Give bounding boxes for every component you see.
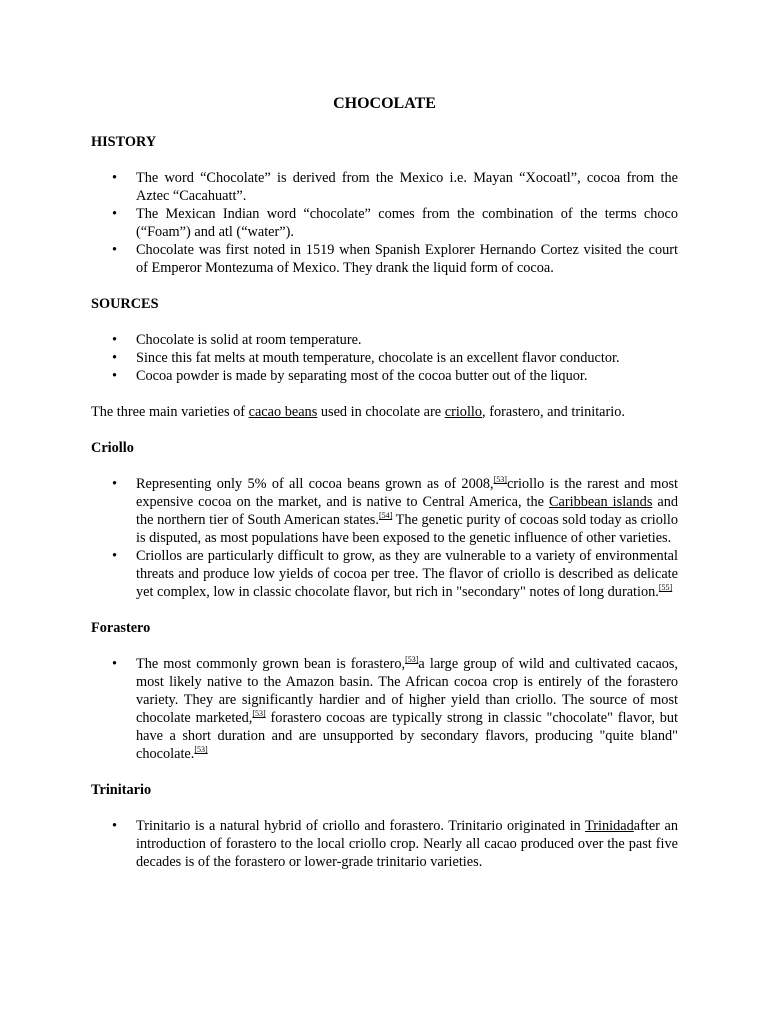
- caribbean-islands-link[interactable]: Caribbean islands: [548, 494, 653, 510]
- history-list: [91, 169, 678, 277]
- document-body: [91, 94, 678, 871]
- forastero-list: [91, 655, 678, 763]
- citation-link[interactable]: [53]: [405, 655, 419, 664]
- sources-list: [91, 331, 678, 385]
- page-title: CHOCOLATE: [333, 95, 436, 112]
- forastero-text: The most commonly grown bean is forastero,: [136, 656, 406, 672]
- list-item: • The Mexican Indian word “chocolate” comes from the combination of the terms choco (“Foam”) and atl (“water”).: [91, 205, 678, 241]
- trinitario-heading: Trinitario: [91, 782, 152, 798]
- cacao-beans-link[interactable]: cacao beans: [248, 404, 318, 420]
- trinitario-text: after an introduction of forastero to the local criollo crop. Nearly all cacao produced over the past five decades is of the forastero or lower-grade trinitario varieties.: [136, 818, 678, 870]
- criollo-text: Representing only 5% of all cocoa beans grown as of 2008,: [136, 476, 494, 492]
- list-item: [91, 817, 678, 871]
- criollo-text: and the northern tier of South American states.: [136, 494, 679, 528]
- varieties-paragraph: [91, 403, 678, 421]
- list-item: • Chocolate was first noted in 1519 when Spanish Explorer Hernando Cortez visited the court of Emperor Montezuma of Mexico. They drank the liquid form of cocoa.: [91, 241, 678, 277]
- criollo-text: The genetic purity of cocoas sold today as criollo is disputed, as most populations have been exposed to the genetic influence of other varieties.: [136, 512, 678, 546]
- criollo-link[interactable]: criollo: [444, 404, 483, 420]
- forastero-text: a large group of wild and cultivated cacaos, most likely native to the Amazon basin. The African cocoa crop is entirely of the forastero variety. They are significantly hardier and of higher yield than criollo. The source of most chocolate marketed,: [136, 656, 678, 726]
- criollo-text: Criollos are particularly difficult to grow, as they are vulnerable to a variety of environmental threats and produce low yields of cocoa per tree. The flavor of criollo is described as delicate yet complex, low in classic chocolate flavor, but rich in "secondary" notes of long duration.: [136, 548, 678, 600]
- criollo-text: criollo is the rarest and most expensive cocoa on the market, and is native to Central America, the: [136, 476, 678, 510]
- citation-link[interactable]: [53]: [252, 709, 266, 718]
- criollo-list: [91, 475, 678, 601]
- list-item: • Chocolate is solid at room temperature.: [91, 331, 678, 349]
- list-item: • Since this fat melts at mouth temperature, chocolate is an excellent flavor conductor.: [91, 349, 678, 367]
- list-item: [91, 475, 678, 547]
- sources-heading: SOURCES: [91, 296, 159, 312]
- list-item: [91, 655, 678, 763]
- list-item: • The word “Chocolate” is derived from the Mexico i.e. Mayan “Xocoatl”, cocoa from the Aztec “Cacahuatt”.: [91, 169, 678, 205]
- trinitario-list: [91, 817, 678, 871]
- varieties-text: used in chocolate are: [317, 404, 445, 420]
- history-heading: HISTORY: [91, 134, 157, 150]
- citation-link[interactable]: [53]: [194, 745, 208, 754]
- forastero-text: forastero cocoas are typically strong in classic "chocolate" flavor, but have a short duration and are unsupported by secondary flavors, producing "quite bland" chocolate.: [136, 710, 679, 762]
- citation-link[interactable]: [55]: [658, 583, 673, 592]
- varieties-text: The three main varieties of: [91, 404, 249, 420]
- trinidad-link[interactable]: Trinidad: [585, 818, 634, 834]
- forastero-heading: Forastero: [91, 620, 151, 636]
- list-item: • Cocoa powder is made by separating most of the cocoa butter out of the liquor.: [91, 367, 678, 385]
- citation-link[interactable]: [53]: [493, 475, 507, 484]
- criollo-heading: Criollo: [91, 440, 134, 456]
- trinitario-text: Trinitario is a natural hybrid of criollo and forastero. Trinitario originated in: [136, 818, 586, 834]
- list-item: [91, 547, 678, 601]
- citation-link[interactable]: [54]: [378, 511, 393, 520]
- varieties-text: , forastero, and trinitario.: [482, 404, 625, 420]
